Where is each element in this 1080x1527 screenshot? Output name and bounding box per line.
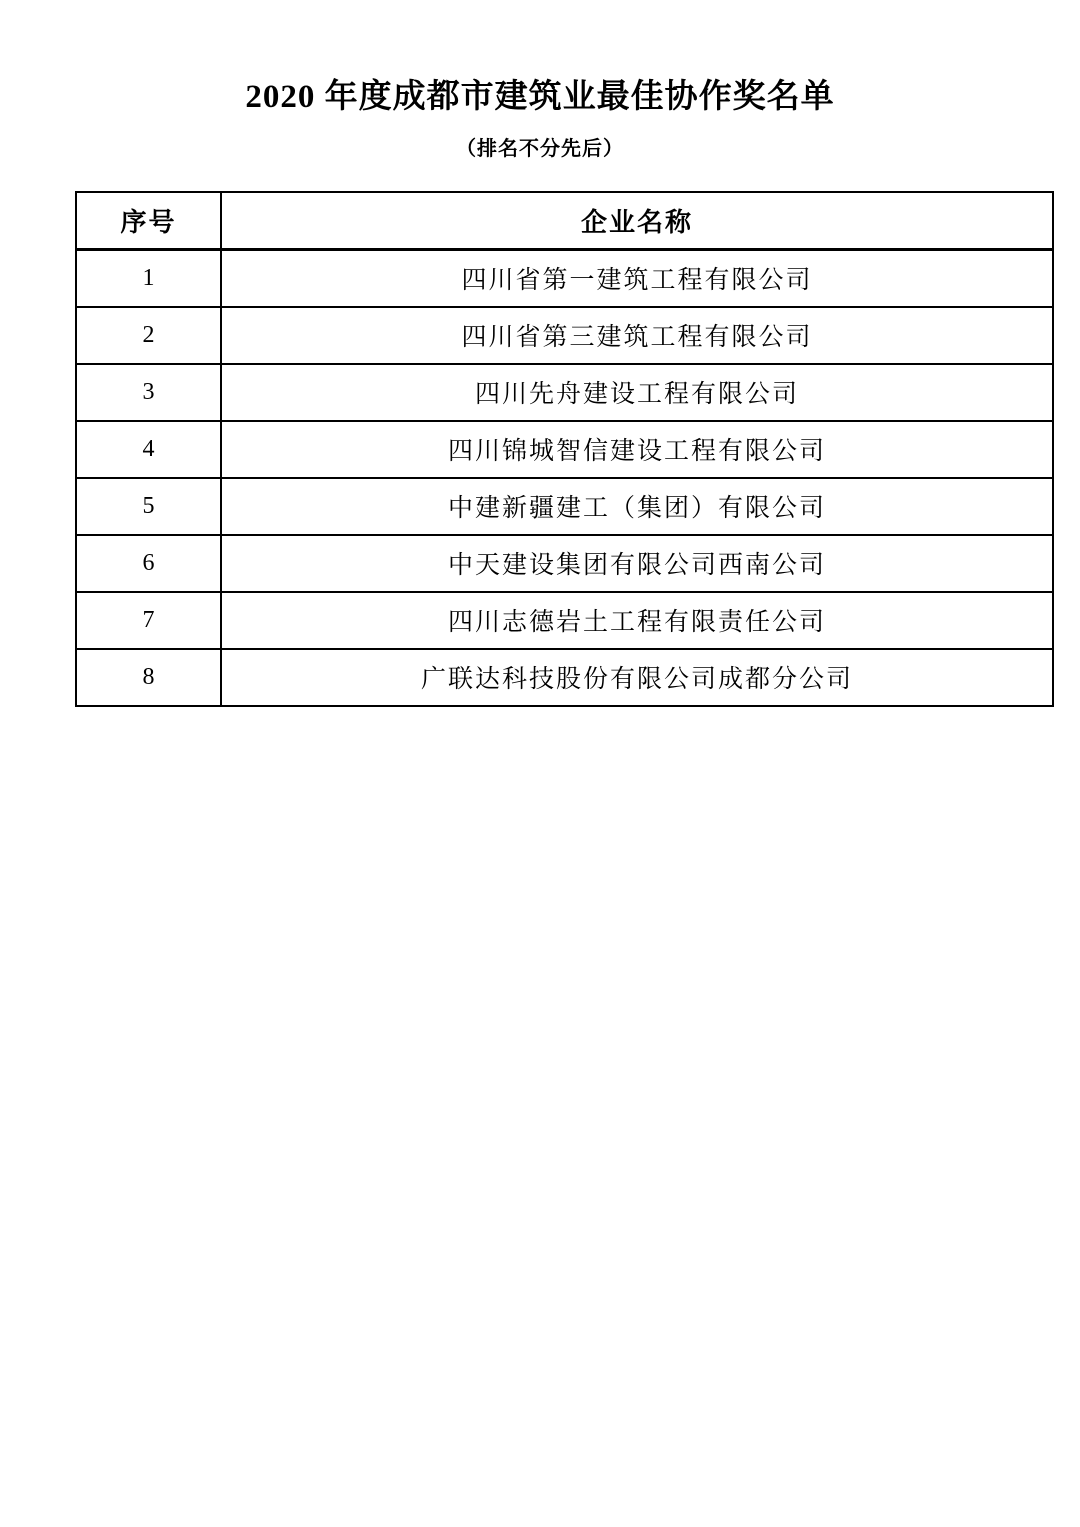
company-name: 四川省第一建筑工程有限公司 xyxy=(221,249,1053,307)
row-number: 5 xyxy=(76,478,221,535)
table-row xyxy=(76,249,1053,307)
column-header-no: 序号 xyxy=(76,192,221,250)
row-number: 1 xyxy=(76,249,221,307)
row-number: 4 xyxy=(76,421,221,478)
award-table xyxy=(75,191,1054,707)
company-name: 四川先舟建设工程有限公司 xyxy=(221,364,1053,421)
table-row xyxy=(76,592,1053,649)
row-number: 3 xyxy=(76,364,221,421)
table-row xyxy=(76,307,1053,364)
company-name: 中建新疆建工（集团）有限公司 xyxy=(221,478,1053,535)
page-title: 2020 年度成都市建筑业最佳协作奖名单 xyxy=(245,79,835,115)
page-subtitle: （排名不分先后） xyxy=(456,137,624,160)
company-name: 四川省第三建筑工程有限公司 xyxy=(221,307,1053,364)
row-number: 8 xyxy=(76,649,221,706)
table-header-row xyxy=(76,192,1053,250)
company-name: 广联达科技股份有限公司成都分公司 xyxy=(221,649,1053,706)
table-row xyxy=(76,649,1053,706)
table-row xyxy=(76,535,1053,592)
company-name: 中天建设集团有限公司西南公司 xyxy=(221,535,1053,592)
company-name: 四川锦城智信建设工程有限公司 xyxy=(221,421,1053,478)
table-row xyxy=(76,478,1053,535)
row-number: 7 xyxy=(76,592,221,649)
table-row xyxy=(76,364,1053,421)
row-number: 2 xyxy=(76,307,221,364)
row-number: 6 xyxy=(76,535,221,592)
company-name: 四川志德岩土工程有限责任公司 xyxy=(221,592,1053,649)
column-header-company: 企业名称 xyxy=(221,192,1053,250)
table-row xyxy=(76,421,1053,478)
